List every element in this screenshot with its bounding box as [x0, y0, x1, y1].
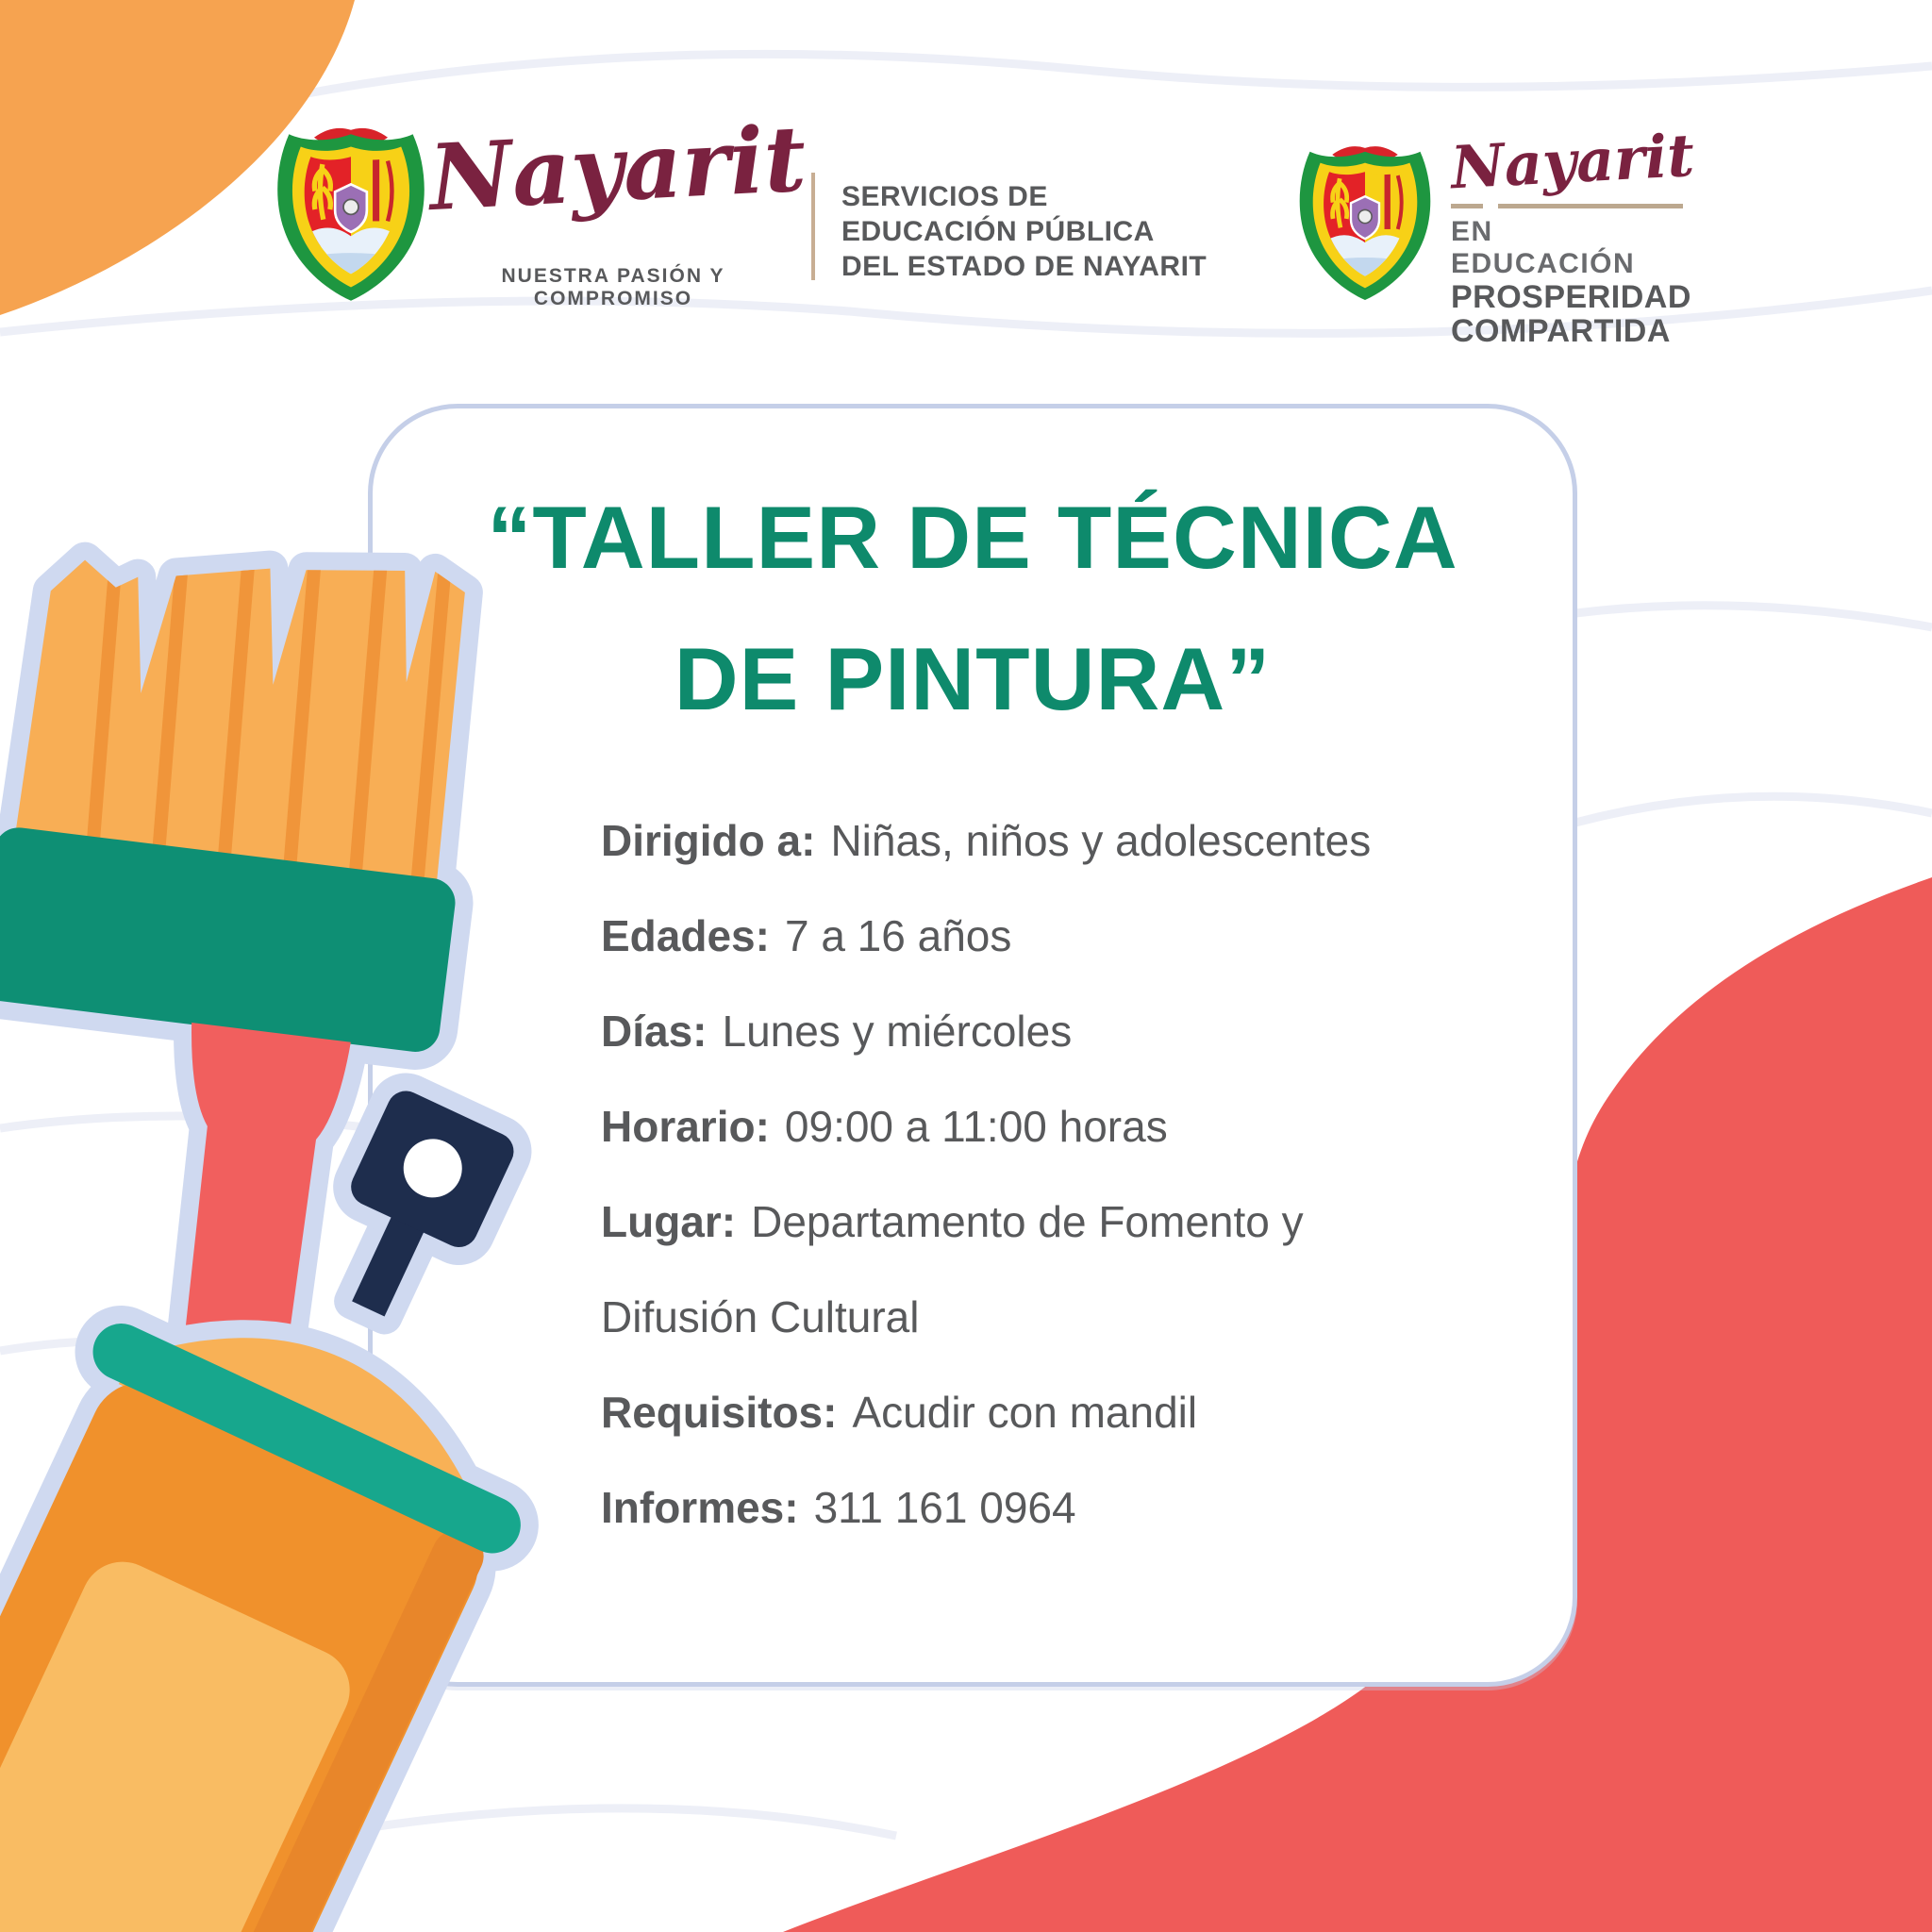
detail-value: Lunes y miércoles — [722, 1007, 1073, 1056]
detail-value: 7 a 16 años — [784, 911, 1012, 960]
detail-label: Dirigido a: — [601, 816, 816, 865]
workshop-title-line1: “TALLER DE TÉCNICA — [487, 488, 1458, 587]
logo-line2: PROSPERIDAD — [1451, 279, 1691, 315]
logo-line3: COMPARTIDA — [1451, 313, 1671, 349]
nayarit-wordmark: Nayarit — [426, 105, 809, 232]
header-divider — [811, 173, 815, 280]
detail-label: Días: — [601, 1007, 708, 1056]
detail-row-lugar — [601, 1174, 1371, 1270]
detail-row-edades — [601, 889, 1371, 984]
department-line1: SERVICIOS DE — [841, 181, 1048, 212]
department-name — [841, 179, 1207, 284]
workshop-title — [373, 467, 1573, 750]
detail-value: Difusión Cultural — [601, 1292, 920, 1341]
workshop-title-line2: DE PINTURA” — [674, 629, 1272, 728]
workshop-card — [368, 404, 1577, 1687]
detail-value: 311 161 0964 — [813, 1483, 1076, 1532]
nayarit-education-logo — [1449, 120, 1696, 349]
detail-value: 09:00 a 11:00 horas — [784, 1102, 1168, 1151]
detail-row-informes — [601, 1460, 1371, 1556]
detail-row-requisitos — [601, 1365, 1371, 1460]
detail-value: Departamento de Fomento y — [751, 1197, 1304, 1246]
detail-row-horario — [601, 1079, 1371, 1174]
detail-row-lugar-cont — [601, 1270, 1371, 1365]
detail-value: Niñas, niños y adolescentes — [830, 816, 1372, 865]
nayarit-coat-of-arms-icon — [1291, 140, 1440, 311]
detail-label: Horario: — [601, 1102, 770, 1151]
detail-label: Edades: — [601, 911, 770, 960]
detail-label: Informes: — [601, 1483, 799, 1532]
nayarit-tagline: NUESTRA PASIÓN Y COMPROMISO — [501, 265, 725, 309]
logo-line1: EN EDUCACIÓN — [1451, 216, 1636, 279]
workshop-details — [601, 793, 1371, 1556]
detail-label: Requisitos: — [601, 1388, 838, 1437]
detail-value: Acudir con mandil — [852, 1388, 1198, 1437]
logo-underline — [1451, 204, 1683, 208]
department-line3: DEL ESTADO DE NAYARIT — [841, 251, 1208, 282]
nayarit-wordmark: Nayarit — [1449, 120, 1696, 203]
detail-row-dirigido — [601, 793, 1371, 889]
department-line2: EDUCACIÓN PÚBLICA — [841, 216, 1155, 247]
nayarit-coat-of-arms-icon — [267, 121, 435, 313]
detail-row-dias — [601, 984, 1371, 1079]
detail-label: Lugar: — [601, 1197, 737, 1246]
